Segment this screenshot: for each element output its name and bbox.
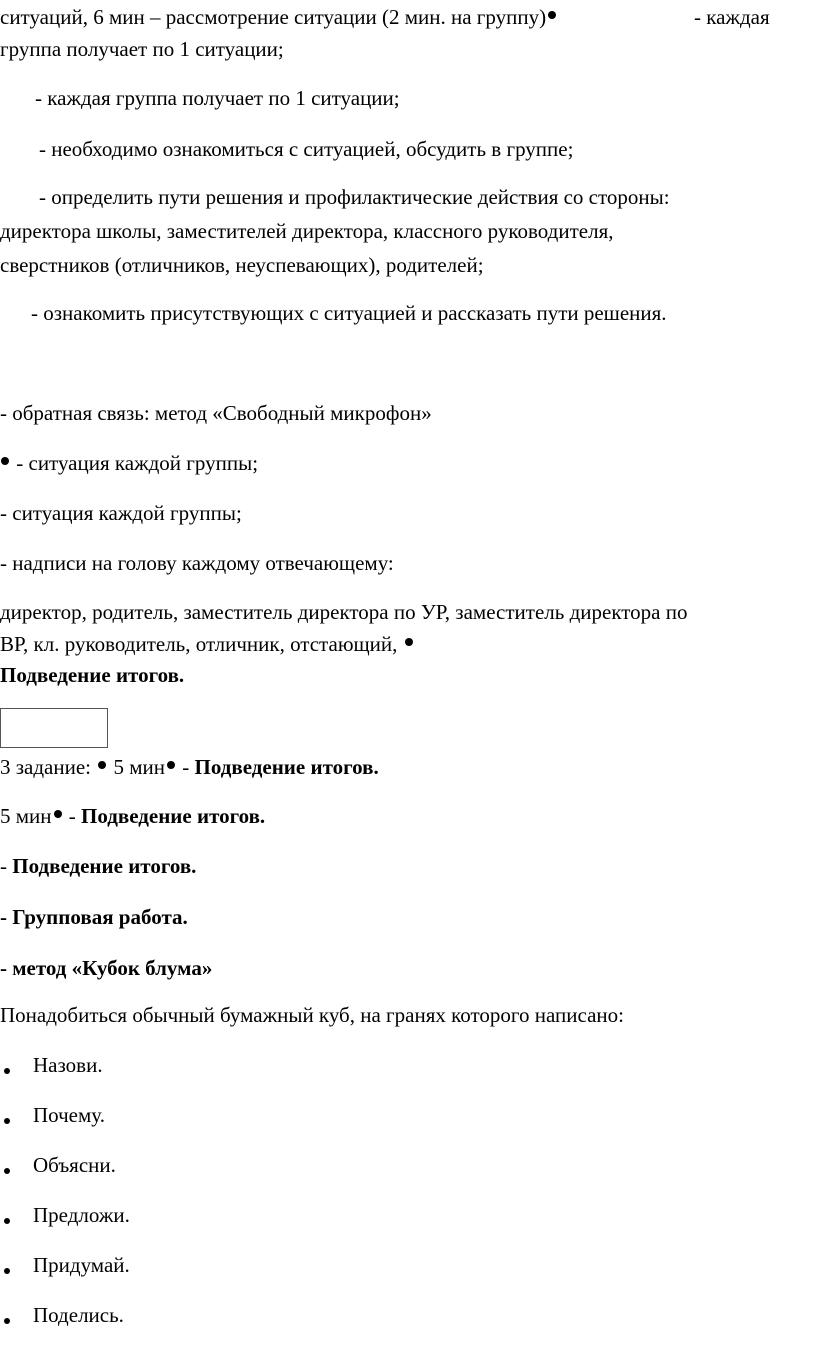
paragraph-task-3 [0,752,379,782]
list-item-text: Объясни. [33,1153,116,1177]
paragraph-feedback: - обратная связь: метод «Свободный микрофон» [0,401,432,425]
bullet-icon [4,1318,10,1324]
text: - ситуация каждой группы; [16,451,259,475]
paragraph-paper-cube: Понадобиться обычный бумажный куб, на гранях которого написано: [0,1003,624,1027]
bullet-icon [4,1168,10,1174]
bullet-icon [4,1218,10,1224]
text: Подведение итогов. [194,755,379,779]
empty-text-box [0,708,108,748]
heading-group-work: - Групповая работа. [0,905,188,929]
bullet-dot-icon [98,761,106,769]
text: 5 мин [0,804,52,828]
list-item-text: Назови. [33,1053,103,1077]
paragraph-5-min [0,801,265,831]
bullet-icon [4,1068,10,1074]
paragraph-roles-cont [0,629,415,659]
paragraph-present: - ознакомить присутствующих с ситуацией и рассказать пути решения. [31,301,667,325]
paragraph-each-group: - каждая группа получает по 1 ситуации; [35,86,400,110]
bullet-dot-icon [54,810,62,818]
paragraph-situations-time [0,2,558,32]
text: 3 задание: [0,755,92,779]
text: - [0,854,13,878]
text: - [63,804,82,828]
paragraph-group-situation-2: - ситуация каждой группы; [0,501,242,525]
text: сверстников (отличников, неуспевающих), родителей; [0,253,484,277]
list-item-text: Предложи. [33,1203,130,1227]
paragraph-roles: директор, родитель, заместитель директора по УР, заместитель директора по [0,600,688,624]
text: 5 мин [113,755,166,779]
bullet-dot-icon [167,761,175,769]
heading-bloom-cube: - метод «Кубок блума» [0,956,213,980]
list-item-text: Поделись. [33,1303,124,1327]
text: директора школы, заместителей директора, классного руководителя, [0,219,614,243]
text: ситуаций, 6 мин – рассмотрение ситуации (2 мин. на группу) [0,5,547,29]
heading-summary: Подведение итогов. [0,663,185,687]
bullet-icon [4,1118,10,1124]
text: группа получает по 1 ситуации; [0,37,284,61]
paragraph-labels: - надписи на голову каждому отвечающему: [0,551,394,575]
paragraph-discuss: - необходимо ознакомиться с ситуацией, обсудить в группе; [39,137,574,161]
text: Подведение итогов. [81,804,266,828]
paragraph-define-ways: - определить пути решения и профилактические действия со стороны: [39,185,670,209]
bullet-dot-icon [405,638,413,646]
text: - каждая [694,5,770,29]
list-item-text: Придумай. [33,1253,130,1277]
text: Подведение итогов. [12,854,197,878]
text: - [177,755,195,779]
bullet-dot-icon [1,457,9,465]
bullet-dot-icon [548,11,556,19]
text: ВР, кл. руководитель, отличник, отстающий, [0,632,398,656]
list-item-text: Почему. [33,1103,105,1127]
paragraph-group-situation [0,448,258,478]
paragraph-summary [0,851,196,881]
bullet-icon [4,1268,10,1274]
